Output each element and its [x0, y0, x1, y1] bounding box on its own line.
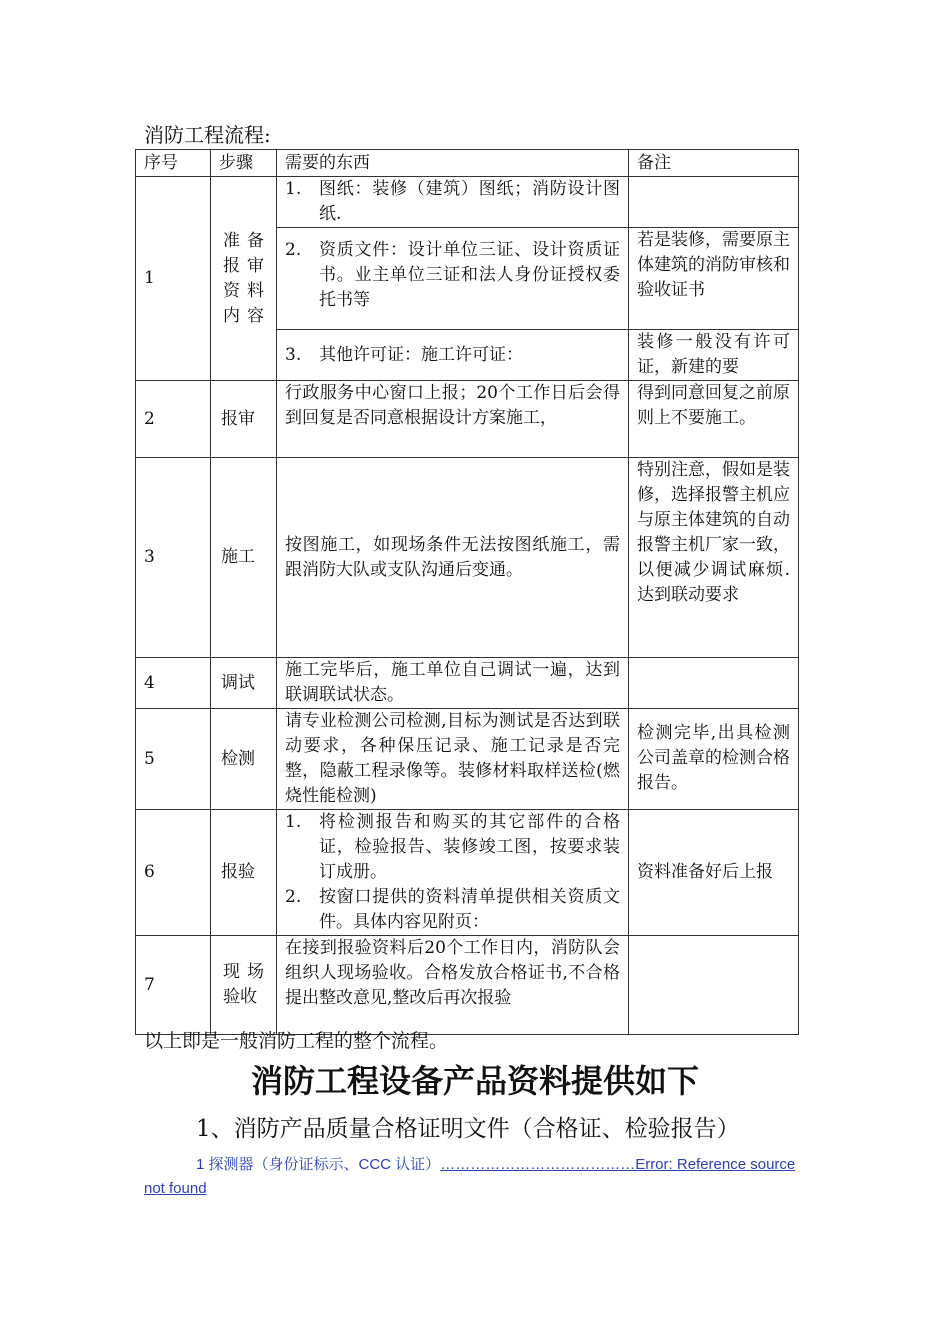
table-row [136, 381, 799, 458]
table-row [136, 458, 799, 658]
item-text: 图纸：装修（建筑）图纸；消防设计图纸. [319, 179, 620, 224]
toc-leader: ………………………………… [440, 1156, 636, 1173]
row-number: 3 [136, 458, 211, 658]
row-step: 调试 [211, 658, 277, 709]
table-row [136, 810, 799, 936]
row-content [277, 177, 629, 228]
page-title: 消防工程流程: [144, 123, 271, 147]
toc-entry [144, 1153, 808, 1201]
row-content [277, 810, 629, 936]
row-note: 资料准备好后上报 [629, 810, 799, 936]
header-step: 步骤 [211, 150, 277, 177]
row-step [211, 936, 277, 1035]
row-note [629, 177, 799, 228]
row-step: 报验 [211, 810, 277, 936]
header-content: 需要的东西 [277, 150, 629, 177]
row-note: 检测完毕,出具检测公司盖章的检测合格报告。 [629, 709, 799, 810]
list-item [285, 177, 620, 227]
row-note [629, 936, 799, 1035]
item-number: 2. [285, 240, 302, 260]
table-row [136, 936, 799, 1035]
row-number: 4 [136, 658, 211, 709]
step-line: 现 场 [223, 962, 264, 982]
item-number: 3. [285, 344, 302, 365]
list-item [285, 885, 620, 935]
list-item [285, 343, 620, 368]
item-text: 资质文件：设计单位三证、设计资质证书。业主单位三证和法人身份证授权委托书等 [319, 240, 620, 310]
row-content: 行政服务中心窗口上报；20个工作日后会得到回复是否同意根据设计方案施工， [277, 381, 629, 458]
header-note: 备注 [629, 150, 799, 177]
list-item [285, 238, 620, 313]
row-content: 请专业检测公司检测,目标为测试是否达到联动要求，各种保压记录、施工记录是否完整，隐蔽工程录像等。装修材料取样送检(燃烧性能检测) [277, 709, 629, 810]
step-line: 准 备 [223, 230, 264, 251]
row-content: 在接到报验资料后20个工作日内，消防队会组织人现场验收。合格发放合格证书,不合格提出整改意见,整改后再次报验 [277, 936, 629, 1035]
step-line: 资 料 [223, 280, 264, 301]
table-header-row [136, 150, 799, 177]
step-line: 内容 [223, 305, 264, 326]
step-line: 报 审 [223, 255, 264, 276]
header-no: 序号 [136, 150, 211, 177]
table-row [136, 658, 799, 709]
item-text: 其他许可证：施工许可证： [319, 344, 523, 365]
item-number: 1. [285, 179, 302, 199]
row-note: 装修一般没有许可证，新建的要 [629, 330, 799, 381]
row-number: 5 [136, 709, 211, 810]
closing-text: 以上即是一般消防工程的整个流程。 [144, 1030, 449, 1052]
row-content [277, 330, 629, 381]
row-content: 施工完毕后，施工单位自己调试一遍，达到联调联试状态。 [277, 658, 629, 709]
row-content [277, 228, 629, 330]
row-note: 特别注意，假如是装修，选择报警主机应与原主体建筑的自动报警主机厂家一致，以便减少调试麻烦.达到联动要求 [629, 458, 799, 658]
table-row [136, 709, 799, 810]
item-number: 2. [285, 887, 302, 907]
section-heading: 消防工程设备产品资料提供如下 [250, 1062, 699, 1100]
row-step: 施工 [211, 458, 277, 658]
toc-entry-label: 1 探测器（身份证标示、CCC 认证） [196, 1156, 441, 1173]
row-step: 报审 [211, 381, 277, 458]
row-number: 2 [136, 381, 211, 458]
row-number: 6 [136, 810, 211, 936]
row-step: 检测 [211, 709, 277, 810]
row-note: 得到同意回复之前原则上不要施工。 [629, 381, 799, 458]
toc-error-text: Error: Reference source not found [144, 1156, 796, 1197]
row-note [629, 658, 799, 709]
row-number: 1 [136, 177, 211, 381]
item-text: 按窗口提供的资料清单提供相关资质文件。具体内容见附页： [319, 887, 620, 932]
item-number: 1. [285, 812, 302, 832]
row-number: 7 [136, 936, 211, 1035]
table-row [136, 177, 799, 228]
list-item [285, 810, 620, 885]
row-note: 若是装修，需要原主体建筑的消防审核和验收证书 [629, 228, 799, 330]
row-content: 按图施工，如现场条件无法按图纸施工，需跟消防大队或支队沟通后变通。 [277, 458, 629, 658]
subsection-heading: 1、消防产品质量合格证明文件（合格证、检验报告） [196, 1116, 740, 1142]
item-text: 将检测报告和购买的其它部件的合格证，检验报告、装修竣工图，按要求装订成册。 [319, 812, 620, 882]
step-line: 验收 [223, 987, 257, 1007]
row-step [211, 177, 277, 381]
process-table [135, 149, 799, 1035]
